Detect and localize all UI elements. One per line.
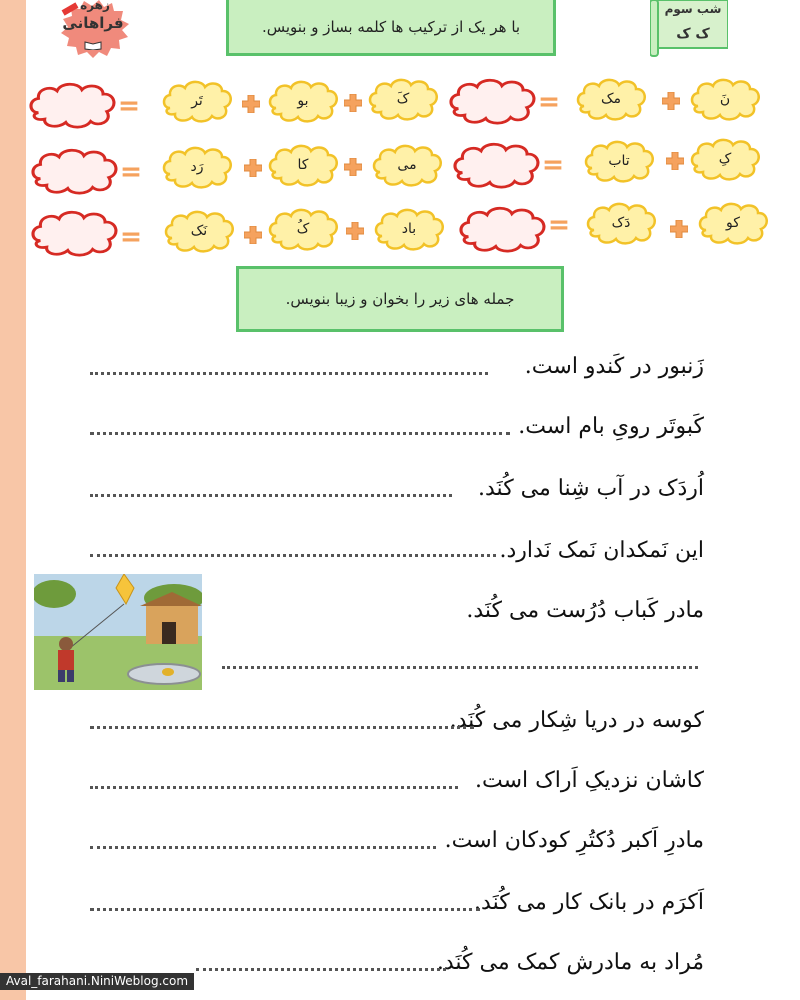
- left-margin-bar: [0, 0, 26, 1000]
- plus-icon: [244, 226, 262, 244]
- syllable-cloud: [266, 78, 340, 124]
- syllable-cloud: [582, 138, 656, 184]
- answer-cloud[interactable]: [446, 76, 538, 126]
- syllable-text: مک: [600, 91, 622, 107]
- answer-cloud[interactable]: [26, 80, 118, 130]
- sentence-line-9: اَکرَم در بانک کار می کُنَد.: [474, 890, 704, 915]
- syllable-text: دَک: [611, 215, 631, 231]
- plus-icon: [662, 92, 680, 110]
- syllable-text: باد: [401, 221, 417, 237]
- syllable-text: کو: [726, 215, 740, 231]
- syllable-text: تاب: [608, 153, 630, 169]
- syllable-cloud: [574, 76, 648, 122]
- watermark-url: Aval_farahani.NiniWeblog.com: [0, 973, 194, 990]
- equals-icon: [550, 216, 578, 232]
- syllable-cloud: [366, 76, 440, 122]
- kite-boy-illustration: [34, 574, 202, 690]
- instruction-sentences-text: جمله های زیر را بخوان و زیبا بنویس.: [285, 290, 515, 308]
- instruction-box-combine: [226, 0, 556, 56]
- equals-icon: [122, 228, 150, 244]
- syllable-cloud: [688, 136, 762, 182]
- syllable-text: تَر: [191, 93, 203, 109]
- syllable-text: کا: [297, 157, 309, 173]
- writing-line[interactable]: [90, 494, 452, 497]
- syllable-text: رَد: [190, 159, 204, 175]
- syllable-cloud: [162, 208, 236, 254]
- sentence-line-7: کاشان نزدیکِ اَراک است.: [474, 768, 704, 793]
- equals-icon: [540, 93, 568, 109]
- lesson-letter-label: ک ک: [676, 26, 710, 42]
- syllable-cloud: [370, 142, 444, 188]
- sentence-line-1: زَنبور در کَندو است.: [524, 354, 704, 379]
- syllable-text: کِ: [718, 151, 732, 167]
- syllable-cloud: [266, 142, 340, 188]
- plus-icon: [242, 95, 260, 113]
- plus-icon: [670, 220, 688, 238]
- instruction-combine-text: با هر یک از ترکیب ها کلمه بساز و بنویس.: [261, 17, 521, 36]
- equals-icon: [122, 163, 150, 179]
- sentence-line-8: مادرِ اَکبر دُکتُرِ کودکان است.: [444, 828, 704, 853]
- writing-line[interactable]: [90, 908, 480, 911]
- syllable-cloud: [266, 206, 340, 252]
- writing-line[interactable]: [90, 726, 474, 729]
- book-icon: [84, 40, 102, 50]
- syllable-text: نَک: [190, 223, 208, 239]
- answer-cloud[interactable]: [450, 140, 542, 190]
- plus-icon: [666, 152, 684, 170]
- author-logo: [52, 0, 134, 58]
- sentence-line-5: مادر کَباب دُرُست می کُنَد.: [466, 598, 704, 623]
- syllable-text: می: [397, 157, 417, 173]
- writing-line[interactable]: [90, 846, 436, 849]
- syllable-cloud: [160, 144, 234, 190]
- plus-icon: [346, 222, 364, 240]
- sentence-line-10: مُراد به مادرش کمک می کُنَد.: [436, 950, 704, 975]
- sentence-line-3: اُردَک در آب شِنا می کُنَد.: [478, 476, 704, 501]
- writing-line[interactable]: [90, 372, 488, 375]
- answer-cloud[interactable]: [28, 208, 120, 258]
- writing-line[interactable]: [222, 666, 698, 669]
- lesson-night-label: شب سوم: [664, 2, 722, 16]
- writing-line[interactable]: [90, 786, 458, 789]
- instruction-box-sentences: [236, 266, 564, 332]
- plus-icon: [344, 94, 362, 112]
- syllable-cloud: [584, 200, 658, 246]
- syllable-cloud: [160, 78, 234, 124]
- syllable-cloud: [696, 200, 770, 246]
- answer-cloud[interactable]: [456, 204, 548, 254]
- syllable-text: کَ: [396, 91, 410, 107]
- logo-text-line1: زهره: [80, 0, 110, 12]
- writing-line[interactable]: [90, 432, 510, 435]
- writing-line[interactable]: [196, 968, 446, 971]
- sentence-line-6: کوسه در دریا شِکار می کُنَد.: [449, 708, 704, 733]
- syllable-text: نَ: [719, 91, 731, 107]
- sentence-line-4: این نَمکدان نَمک نَدارد.: [499, 538, 704, 563]
- writing-line[interactable]: [90, 554, 496, 557]
- syllable-cloud: [372, 206, 446, 252]
- plus-icon: [344, 158, 362, 176]
- sentence-line-2: کَبوتَر رویِ بام است.: [518, 414, 704, 439]
- lesson-scroll: [650, 0, 728, 54]
- equals-icon: [120, 97, 148, 113]
- answer-cloud[interactable]: [28, 146, 120, 196]
- syllable-text: بو: [297, 93, 309, 109]
- plus-icon: [244, 159, 262, 177]
- equals-icon: [544, 156, 572, 172]
- pencil-icon: [60, 0, 82, 18]
- syllable-text: کُ: [296, 221, 310, 237]
- logo-text-line2: فراهانی: [62, 14, 124, 32]
- syllable-cloud: [688, 76, 762, 122]
